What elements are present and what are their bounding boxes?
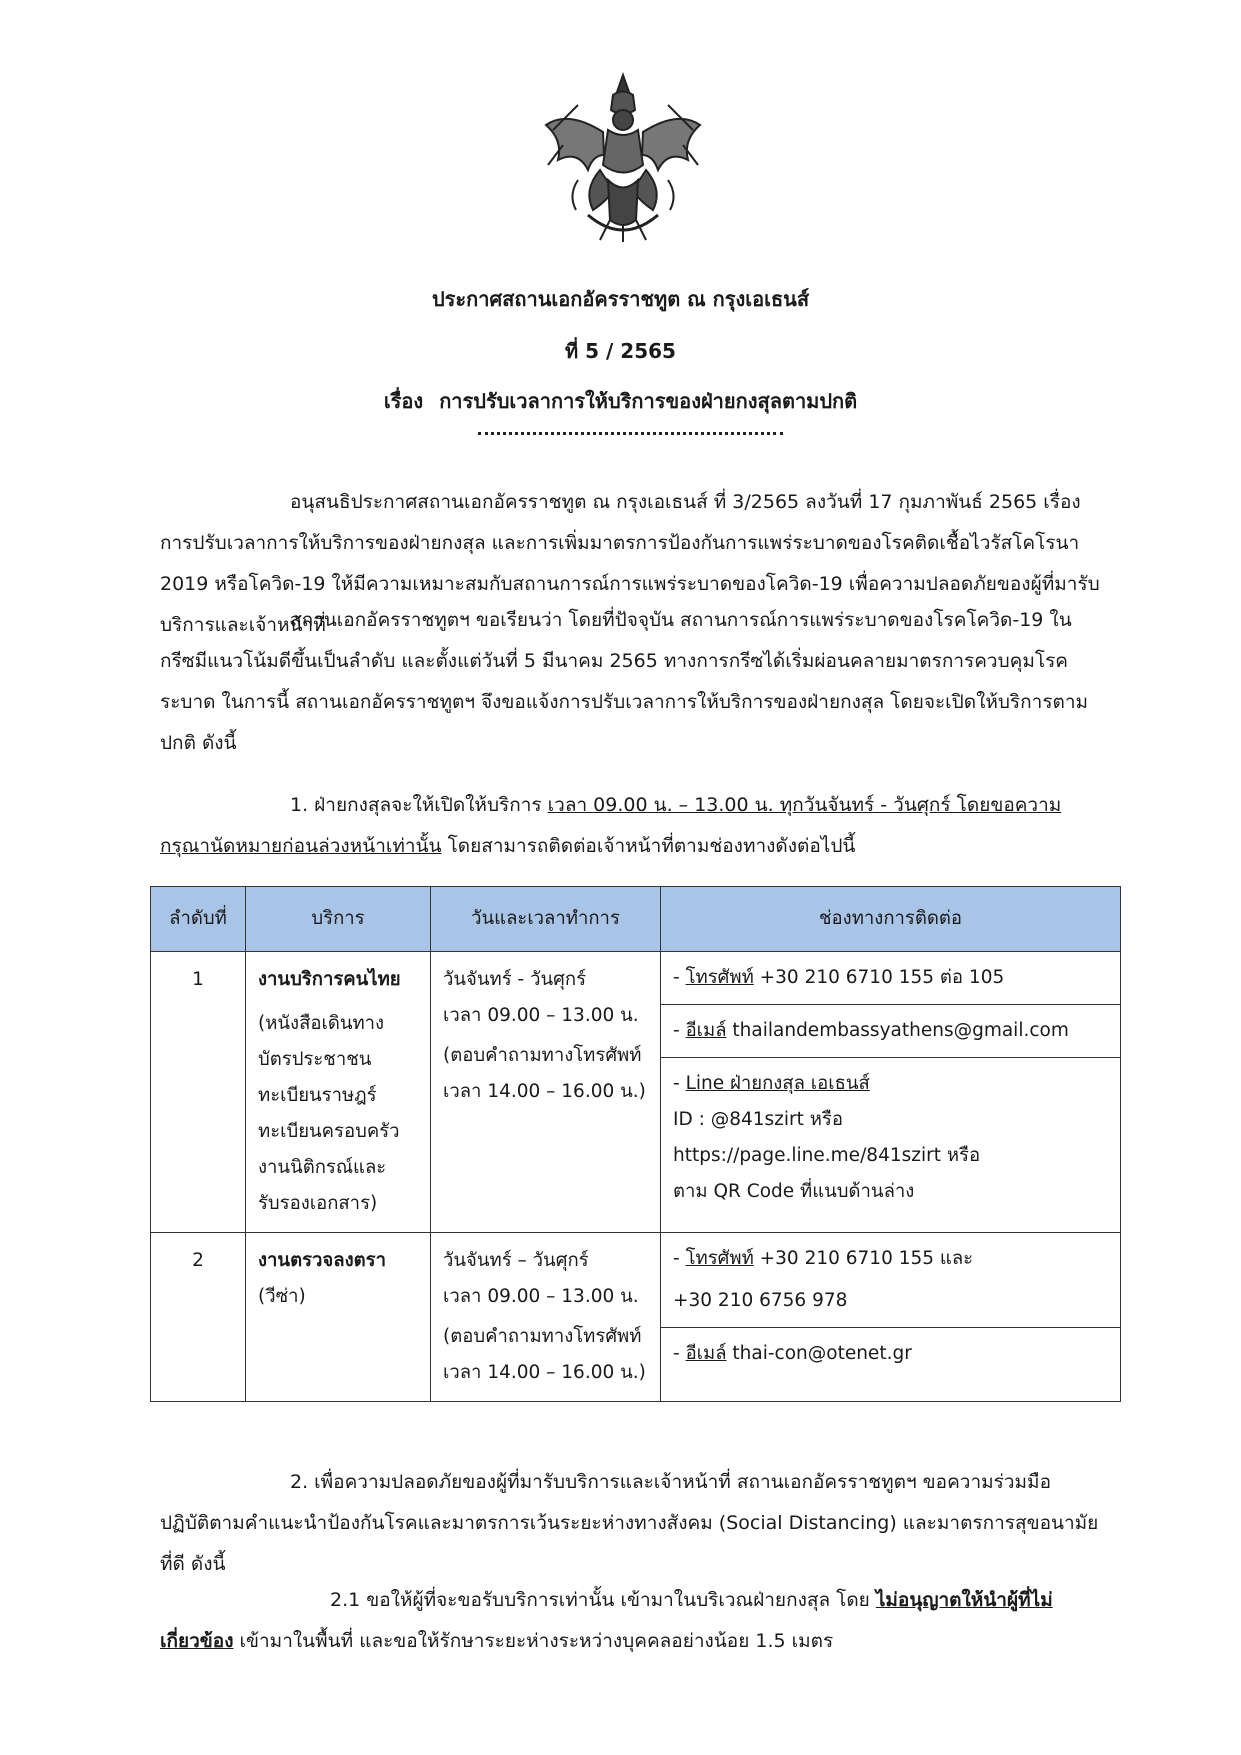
contact-line-label: Line ฝ่ายกงสุล เอเธนส์ <box>685 1073 870 1094</box>
contact-email-label: อีเมล์ <box>685 1020 727 1041</box>
contact-phone-number: +30 210 6710 155 และ <box>753 1248 974 1269</box>
service-days: วันจันทร์ - วันศุกร์ <box>443 969 587 990</box>
row-no: 1 <box>151 952 246 1233</box>
service-hours-post: โดยสามารถติดต่อเจ้าหน้าที่ตามช่องทางดังต่อไปนี้ <box>441 835 856 857</box>
table-row <box>151 952 1121 1233</box>
contact-email <box>661 1005 1120 1058</box>
contact-dash: - <box>673 967 686 988</box>
contact-email-label: อีเมล์ <box>685 1343 727 1364</box>
contact-line <box>661 1058 1120 1218</box>
contact-phone-label: โทรศัพท์ <box>685 1248 754 1269</box>
paragraph-situation <box>160 600 1100 764</box>
services-table <box>150 886 1121 1402</box>
contact-email <box>661 1328 1120 1380</box>
safety-2-1-underline: ไม่อนุญาตให้นำผู้ที่ไม่เกี่ยวข้อง <box>160 1589 1053 1652</box>
header-no: ลำดับที่ <box>151 887 246 952</box>
announcement-subject <box>0 385 1241 417</box>
service-title: งานบริการคนไทย <box>258 969 401 990</box>
row-hours <box>431 952 661 1233</box>
row-no: 2 <box>151 1233 246 1402</box>
service-detail: (วีซ่า) <box>258 1286 306 1307</box>
phone-hours: (ตอบคำถามทางโทรศัพท์ เวลา 14.00 – 16.00 น.) <box>443 1045 646 1102</box>
contact-phone <box>661 952 1120 1005</box>
phone-hours: (ตอบคำถามทางโทรศัพท์ เวลา 14.00 – 16.00 น.) <box>443 1326 646 1383</box>
contact-line-qr: ตาม QR Code ที่แนบด้านล่าง <box>673 1181 915 1202</box>
row-hours <box>431 1233 661 1402</box>
subject-text: การปรับเวลาการให้บริการของฝ่ายกงสุลตามปกติ <box>439 389 858 413</box>
row-contact <box>661 1233 1121 1402</box>
contact-phone-number-2: +30 210 6756 978 <box>673 1290 848 1311</box>
service-hours-pre: 1. ฝ่ายกงสุลจะให้เปิดให้บริการ <box>290 794 548 816</box>
paragraph-service-hours <box>160 785 1100 867</box>
subject-label: เรื่อง <box>383 389 424 413</box>
table-row <box>151 1233 1121 1402</box>
contact-dash: - <box>673 1343 686 1364</box>
row-service <box>246 1233 431 1402</box>
contact-dash: - <box>673 1020 686 1041</box>
row-service <box>246 952 431 1233</box>
garuda-emblem <box>538 70 708 245</box>
paragraph-reference-text: อนุสนธิประกาศสถานเอกอัครราชทูต ณ กรุงเอเธนส์ ที่ 3/2565 ลงวันที่ 17 กุมภาพันธ์ 2565 เรื่อง การปรับเวลาการให้บริการของฝ่ายกงสุล และการเพิ่มมาตรการป้องกันการแพร่ระบาดของโรคติดเชื้อไวรัสโคโรนา 2019 หรือโควิด-19 ให้มีความเหมาะสมกับสถานการณ์การแพร่ระบาดของโควิด-19 เพื่อความปลอดภัยของผู้ที่มารับบริการและเจ้าหน้าที่ <box>160 491 1100 636</box>
header-contact: ช่องทางการติดต่อ <box>661 887 1121 952</box>
service-hours: เวลา 09.00 – 13.00 น. <box>443 1005 639 1026</box>
contact-dash: - <box>673 1073 686 1094</box>
paragraph-safety <box>160 1462 1100 1585</box>
announcement-title: ประกาศสถานเอกอัครราชทูต ณ กรุงเอเธนส์ <box>431 287 810 311</box>
paragraph-situation-text: สถานเอกอัครราชทูตฯ ขอเรียนว่า โดยที่ปัจจุบัน สถานการณ์การแพร่ระบาดของโรคโควิด-19 ในกรีซมีแนวโน้มดีขึ้นเป็นลำดับ และตั้งแต่วันที่ 5 มีนาคม 2565 ทางการกรีซได้เริ่มผ่อนคลายมาตรการควบคุมโรคระบาด ในการนี้ สถานเอกอัครราชทูตฯ จึงขอแจ้งการปรับเวลาการให้บริการของฝ่ายกงสุล โดยจะเปิดให้บริการตามปกติ ดังนี้ <box>160 609 1089 754</box>
safety-2-1-pre: 2.1 ขอให้ผู้ที่จะขอรับบริการเท่านั้น เข้ามาในบริเวณฝ่ายกงสุล โดย <box>330 1589 876 1611</box>
paragraph-safety-2-1 <box>160 1580 1100 1662</box>
contact-email-address[interactable]: thailandembassyathens@gmail.com <box>726 1020 1069 1041</box>
contact-line-url[interactable]: https://page.line.me/841szirt หรือ <box>673 1145 981 1166</box>
contact-phone-label: โทรศัพท์ <box>685 967 754 988</box>
service-hours-underline: เวลา 09.00 น. – 13.00 น. ทุกวันจันทร์ - วันศุกร์ โดยขอความกรุณานัดหมายก่อนล่วงหน้าเท่านั้น <box>160 794 1062 857</box>
paragraph-safety-text: 2. เพื่อความปลอดภัยของผู้ที่มารับบริการและเจ้าหน้าที่ สถานเอกอัครราชทูตฯ ขอความร่วมมือปฏิบัติตามคำแนะนำป้องกันโรคและมาตรการเว้นระยะห่างทางสังคม (Social Distancing) และมาตรการสุขอนามัยที่ดี ดังนี้ <box>160 1471 1099 1575</box>
announcement-number: ที่ 5 / 2565 <box>565 339 676 363</box>
table-header-row <box>151 887 1121 952</box>
service-detail: (หนังสือเดินทาง บัตรประชาชน ทะเบียนราษฎร์ ทะเบียนครอบครัว งานนิติกรณ์และรับรองเอกสาร) <box>258 1013 400 1214</box>
contact-dash: - <box>673 1248 686 1269</box>
contact-email-address[interactable]: thai-con@otenet.gr <box>726 1343 912 1364</box>
row-contact <box>661 952 1121 1233</box>
safety-2-1-post: เข้ามาในพื้นที่ และขอให้รักษาระยะห่างระหว่างบุคคลอย่างน้อย 1.5 เมตร <box>233 1630 834 1652</box>
contact-phone-number: +30 210 6710 155 ต่อ 105 <box>753 967 1005 988</box>
service-title: งานตรวจลงตรา <box>258 1250 386 1271</box>
contact-phone <box>661 1233 1120 1328</box>
separator-dots <box>478 432 783 443</box>
header-service: บริการ <box>246 887 431 952</box>
contact-line-id: ID : @841szirt หรือ <box>673 1109 843 1130</box>
header-hours: วันและเวลาทำการ <box>431 887 661 952</box>
service-days: วันจันทร์ – วันศุกร์ <box>443 1250 589 1271</box>
service-hours: เวลา 09.00 – 13.00 น. <box>443 1286 639 1307</box>
